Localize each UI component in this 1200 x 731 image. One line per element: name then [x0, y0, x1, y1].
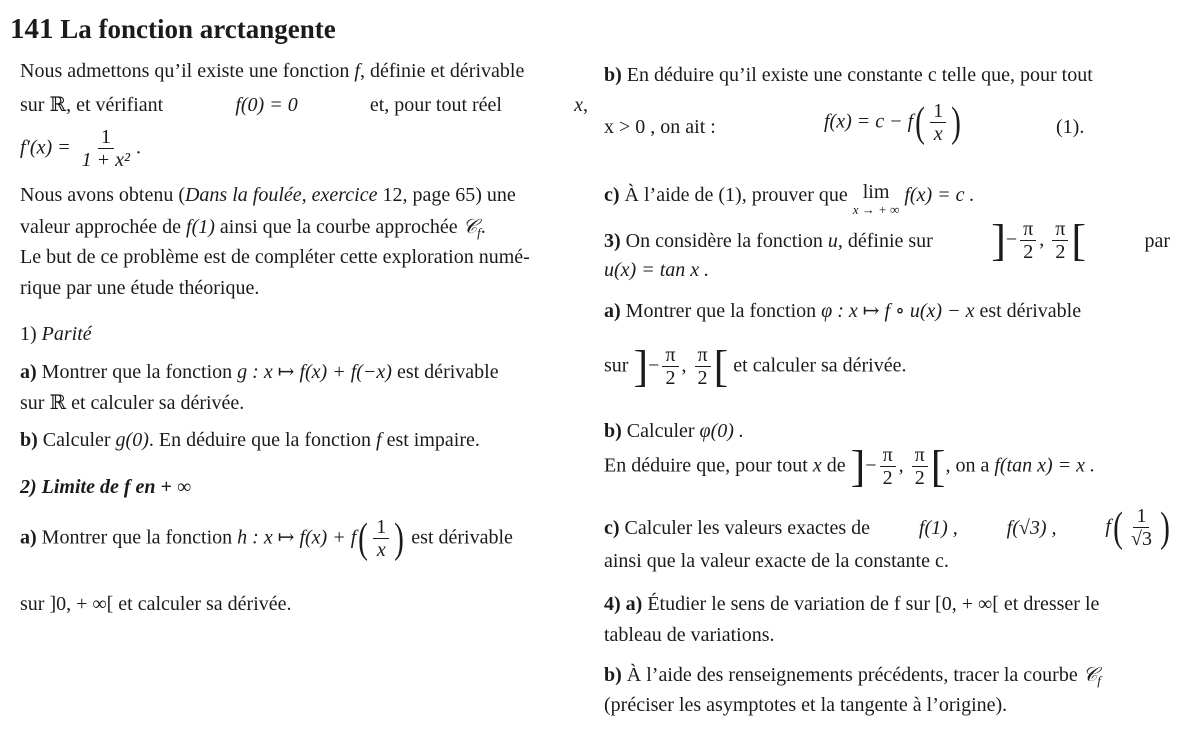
- part4-b-line-2: (préciser les asymptotes et la tangente à l’origine).: [604, 694, 1008, 716]
- intro-line-2: sur ℝ, et vérifiant f(0) = 0 et, pour tout réel x,: [20, 92, 588, 118]
- part2-a-line-2: sur ]0, + ∞[ et calculer sa dérivée.: [20, 593, 292, 615]
- part2-b-line-1: b) En déduire qu’il existe une constante c telle que, pour tout: [604, 64, 1093, 86]
- part1-b-line-1: b) Calculer g(0). En déduire que la fonction f est impaire.: [20, 429, 480, 451]
- part4-a-line-2: tableau de variations.: [604, 624, 775, 646]
- exercise-title: La fonction arctangente: [60, 14, 336, 44]
- fraction-1-over-1-plus-x2: $\frac{1}{\text{1 + x²}}$: [81, 126, 130, 171]
- para2-line-3: Le but de ce problème est de compléter cette exploration numé-: [20, 246, 530, 268]
- para2-line-1: Nous avons obtenu (Dans la foulée, exercice 12, page 65) une: [20, 184, 516, 206]
- part1-a-line-2: sur ℝ et calculer sa dérivée.: [20, 392, 245, 414]
- para2-line-4: rique par une étude théorique.: [20, 277, 260, 299]
- exercise-heading: [10, 10, 336, 48]
- part4-a-line-1: 4) a) Étudier le sens de variation de f sur [0, + ∞[ et dresser le: [604, 593, 1100, 615]
- math-f0: f(0) = 0: [235, 94, 298, 116]
- part3-u-def: u(x) = tan x .: [604, 259, 710, 281]
- part1-a-line-1: a) Montrer que la fonction g : x ↦ f(x) + f(−x) est dérivable: [20, 361, 499, 383]
- fraction-1-over-x: $\frac{1}{x}$: [373, 516, 389, 562]
- part2-title: 2) Limite de f en + ∞: [20, 476, 192, 498]
- part3-b-line-2: En déduire que, pour tout x de ]− $\frac{\pi}{2}$ , $\frac{\pi}{2}$ [, on a f(tan x) = x .: [604, 442, 1096, 491]
- math-g-def: g : x ↦ f(x) + f(−x): [237, 361, 392, 383]
- fraction-1-over-x-b: $\frac{1}{x}$: [930, 100, 946, 146]
- math-phi-def: φ : x ↦ f ∘ u(x) − x: [821, 300, 975, 322]
- math-h-def: h : x ↦ f(x) + f: [237, 526, 357, 549]
- part2-a-line-1: a) Montrer que la fonction h : x ↦ f(x) + f( $\frac{1}{x}$ ) est dérivable: [20, 516, 513, 562]
- fraction-1-over-sqrt3: $\frac{1}{√3}$: [1130, 505, 1152, 550]
- part3-a-line-1: a) Montrer que la fonction φ : x ↦ f ∘ u(x) − x est dérivable: [604, 300, 1082, 322]
- part3-line-1: 3) On considère la fonction u, définie sur ]− $\frac{\pi}{2}$ , $\frac{\pi}{2}$ [ par: [604, 216, 1170, 265]
- limit-expression: lim x → + ∞: [852, 181, 900, 217]
- exercise-number: 141: [10, 13, 54, 45]
- part3-b-line-1: b) Calculer φ(0) .: [604, 420, 744, 442]
- part3-c-line-2: ainsi que la valeur exacte de la constante c.: [604, 550, 949, 572]
- textbook-page: 141 La fonction arctangente Nous admettons qu’il existe une fonction f, définie et dérivable sur ℝ, et vérifiant f(0) = 0 et, pour tout réel x, f′(x) = $\frac{1}{\text{1 + x²}}$ . Nous avons obtenu (Dans la foulée, exercice 12, page 65) une valeur approchée de f(1) ainsi que la courbe approchée 𝒞$_f$. Le but de ce problème est de compléter cette exploration numé- rique par une étude théorique. 1) Parité a) Montrer que la fonction g : x ↦ f(x) + f(−x) est dérivable sur ℝ et calculer sa dérivée. b) Calculer g(0). En déduire que la fonction f est impaire. 2) Limite de f en + ∞ a) Montrer que la fonction h : x ↦ f(x) + f( $\frac{1}{x}$ ) est dérivable sur ]0, + ∞[ et calculer sa dérivée. b) En déduire qu’il existe une constante c telle que, pour tout x > 0 , on ait : f(x) = c − f( $\frac{1}{x}$ ) (1). c) À l’aide de (1), prouver que lim x → + ∞ f(x) = c . 3) On considère la fonction u, définie sur ]− $\frac{\pi}{2}$ , $\frac{\pi}{2}$ [ par u(x) = tan x . a) Montrer que la fonction φ : x ↦ f ∘ u(x) − x est dérivable sur ]− $\frac{\pi}{2}$ , $\frac{\pi}{2}$ [ et calculer sa dérivée. b) Calculer φ(0) . En déduire que, pour tout x de ]− $\frac{\pi}{2}$ , $\frac{\pi}{2}$ [, on a f(tan x) = x . c) Calculer les valeurs exactes de f(1) , f(√3) , f( $\frac{1}{√3}$ ) ainsi que la valeur exacte de la constante c. 4) a) Étudier le sens de variation de f sur [0, + ∞[ et dresser le tableau de variations. b) À l’aide des renseignements précédents, tracer la courbe 𝒞$_f$ (préciser les asymptotes et la tangente à l’origine).: [0, 0, 1200, 731]
- para2-line-2: valeur approchée de f(1) ainsi que la courbe approchée 𝒞$_f$.: [20, 214, 486, 240]
- intro-line-1: Nous admettons qu’il existe une fonction f, définie et dérivable: [20, 60, 525, 82]
- intro-derivative-formula: f′(x) = $\frac{1}{\text{1 + x²}}$ .: [20, 126, 141, 171]
- part3-a-line-2: sur ]− $\frac{\pi}{2}$ , $\frac{\pi}{2}$ [ et calculer sa dérivée.: [604, 342, 907, 391]
- part3-c-line-1: c) Calculer les valeurs exactes de f(1) , f(√3) , f( $\frac{1}{√3}$ ): [604, 505, 1170, 551]
- interval-open-pi-half: ]− $\frac{\pi}{2}$ , $\frac{\pi}{2}$ [: [991, 216, 1087, 265]
- curve-symbol: 𝒞: [462, 214, 478, 238]
- curve-symbol-2: 𝒞: [1082, 662, 1098, 686]
- part4-b-line-1: b) À l’aide des renseignements précédents, tracer la courbe 𝒞$_f$: [604, 662, 1101, 688]
- part1-title: 1) Parité: [20, 323, 92, 345]
- part2-c-line: c) À l’aide de (1), prouver que lim x → + ∞ f(x) = c .: [604, 181, 975, 217]
